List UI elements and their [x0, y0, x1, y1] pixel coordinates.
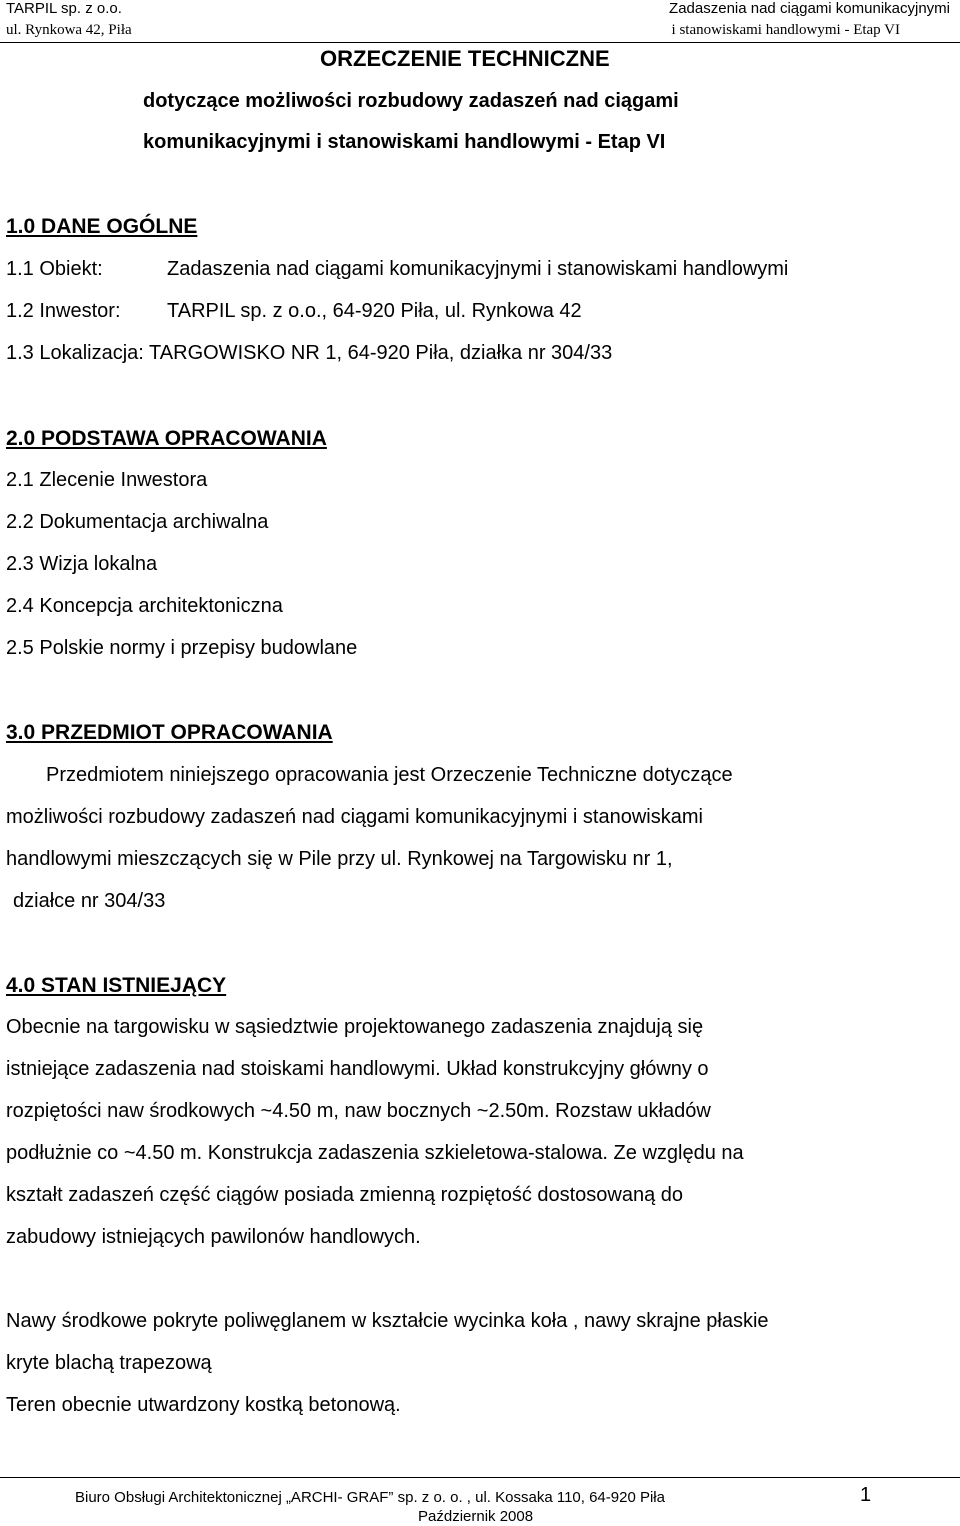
paragraph-line: handlowymi mieszczących się w Pile przy ul. Rynkowej na Targowisku nr 1,: [6, 848, 673, 870]
header-divider: [0, 42, 960, 43]
list-item: 2.5 Polskie normy i przepisy budowlane: [6, 637, 358, 659]
paragraph-line: Obecnie na targowisku w sąsiedztwie projektowanego zadaszenia znajdują się: [6, 1016, 704, 1038]
section-heading: 3.0 PRZEDMIOT OPRACOWANIA: [6, 721, 333, 744]
paragraph-line: rozpiętości naw środkowych ~4.50 m, naw bocznych ~2.50m. Rozstaw układów: [6, 1100, 711, 1122]
object-label: 1.1 Obiekt:: [6, 258, 103, 280]
list-item: 2.2 Dokumentacja archiwalna: [6, 511, 269, 533]
list-item: 2.1 Zlecenie Inwestora: [6, 469, 208, 491]
investor-value: TARPIL sp. z o.o., 64-920 Piła, ul. Rynkowa 42: [167, 300, 582, 322]
section-heading: 4.0 STAN ISTNIEJĄCY: [6, 974, 227, 997]
paragraph-line: istniejące zadaszenia nad stoiskami handlowymi. Układ konstrukcyjny główny o: [6, 1058, 709, 1080]
paragraph-line: działce nr 304/33: [13, 890, 166, 912]
paragraph-line: Teren obecnie utwardzony kostką betonową.: [6, 1394, 401, 1416]
header-address: ul. Rynkowa 42, Piła: [6, 22, 132, 38]
section-heading: 1.0 DANE OGÓLNE: [6, 215, 198, 238]
section-heading: 2.0 PODSTAWA OPRACOWANIA: [6, 427, 327, 450]
document-subtitle-line2: komunikacyjnymi i stanowiskami handlowymi - Etap VI: [143, 131, 666, 153]
footer-company-address: Biuro Obsługi Architektonicznej „ARCHI- GRAF” sp. z o. o. , ul. Kossaka 110, 64-920 Piła: [75, 1489, 665, 1506]
paragraph-line: Przedmiotem niniejszego opracowania jest Orzeczenie Techniczne dotyczące: [46, 764, 733, 786]
header-company: TARPIL sp. z o.o.: [6, 0, 122, 17]
footer-divider: [0, 1477, 960, 1478]
footer-date: Październik 2008: [418, 1508, 534, 1525]
document-subtitle-line1: dotyczące możliwości rozbudowy zadaszeń nad ciągami: [143, 90, 679, 112]
page-number: 1: [860, 1484, 872, 1506]
location-line: 1.3 Lokalizacja: TARGOWISKO NR 1, 64-920 Piła, działka nr 304/33: [6, 342, 613, 364]
paragraph-line: kształt zadaszeń część ciągów posiada zmienną rozpiętość dostosowaną do: [6, 1184, 684, 1206]
paragraph-line: kryte blachą trapezową: [6, 1352, 212, 1374]
header-project-subtitle: i stanowiskami handlowymi - Etap VI: [671, 22, 900, 38]
list-item: 2.4 Koncepcja architektoniczna: [6, 595, 283, 617]
paragraph-line: zabudowy istniejących pawilonów handlowych.: [6, 1226, 421, 1248]
investor-label: 1.2 Inwestor:: [6, 300, 121, 322]
paragraph-line: możliwości rozbudowy zadaszeń nad ciągami komunikacyjnymi i stanowiskami: [6, 806, 703, 828]
object-value: Zadaszenia nad ciągami komunikacyjnymi i stanowiskami handlowymi: [167, 258, 789, 280]
list-item: 2.3 Wizja lokalna: [6, 553, 158, 575]
paragraph-line: podłużnie co ~4.50 m. Konstrukcja zadaszenia szkieletowa-stalowa. Ze względu na: [6, 1142, 744, 1164]
header-project-title: Zadaszenia nad ciągami komunikacyjnymi: [669, 0, 950, 17]
paragraph-line: Nawy środkowe pokryte poliwęglanem w kształcie wycinka koła , nawy skrajne płaskie: [6, 1310, 769, 1332]
document-title: ORZECZENIE TECHNICZNE: [320, 46, 610, 71]
